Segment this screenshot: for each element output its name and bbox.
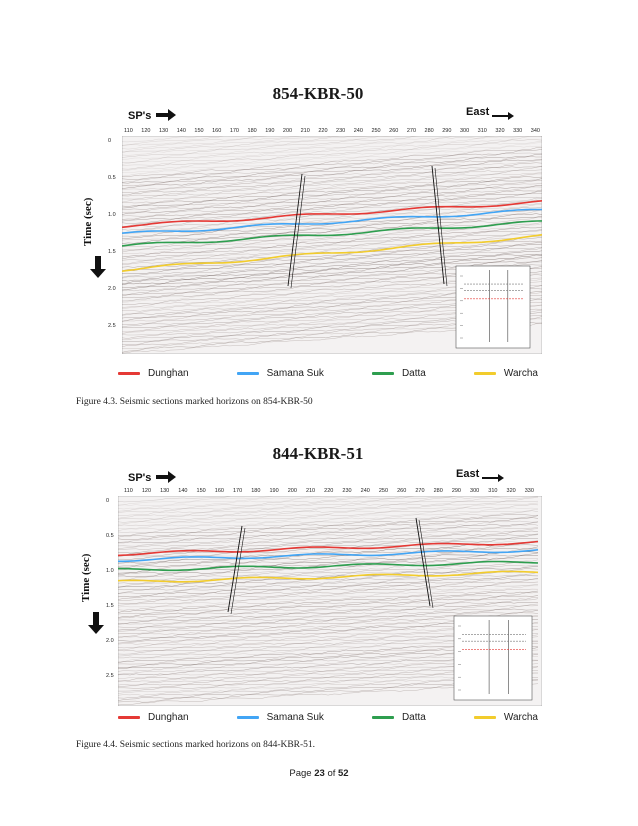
sp-tick-label: 320: [506, 488, 516, 494]
time-tick-label: 2.5: [108, 323, 116, 329]
sp-tick-label: 210: [300, 128, 310, 134]
time-tick-label: 2.0: [108, 286, 116, 292]
legend-label: Datta: [401, 368, 426, 379]
sp-tick-label: 130: [159, 128, 169, 134]
sp-tick-label: 220: [318, 128, 328, 134]
legend-swatch: [372, 372, 394, 375]
time-tick-label: 1.0: [108, 212, 116, 218]
time-axis-label: Time (sec): [80, 553, 92, 602]
seismic-section: [122, 136, 542, 354]
legend-swatch: [237, 716, 259, 719]
time-tick-label: 1.5: [108, 249, 116, 255]
sp-tick-label: 270: [415, 488, 425, 494]
time-tick-label: 0.5: [108, 175, 116, 181]
legend-item-warcha: [474, 368, 538, 379]
sp-tick-label: 240: [353, 128, 363, 134]
arrow-down-icon: [93, 612, 99, 626]
figure-title: 854-KBR-50: [272, 84, 364, 103]
sp-tick-label: 230: [342, 488, 352, 494]
sp-axis: [124, 488, 534, 494]
well-tie-inset: [456, 266, 530, 348]
time-axis-label: Time (sec): [82, 197, 94, 246]
sp-tick-label: 190: [269, 488, 279, 494]
figure-caption: Figure 4.4. Seismic sections marked horizons on 844-KBR-51.: [76, 740, 316, 750]
legend-label: Dunghan: [148, 712, 189, 723]
sp-tick-label: 230: [336, 128, 346, 134]
horizon-legend: [118, 712, 538, 723]
time-tick-label: 2.5: [106, 673, 114, 679]
legend-label: Warcha: [503, 712, 538, 723]
total-pages: 52: [338, 768, 349, 779]
figure-title: 844-KBR-51: [272, 444, 364, 463]
legend-item-datta: [372, 712, 426, 723]
time-axis: [106, 498, 118, 703]
sp-tick-label: 180: [247, 128, 257, 134]
sp-tick-label: 160: [214, 488, 224, 494]
time-tick-label: 1.0: [106, 568, 114, 574]
sp-tick-label: 320: [495, 128, 505, 134]
arrow-down-icon: [95, 256, 101, 270]
sp-tick-label: 210: [305, 488, 316, 494]
time-tick-label: 0: [108, 138, 112, 144]
legend-item-dunghan: [118, 712, 189, 723]
sp-tick-label: 180: [251, 488, 261, 494]
footer-prefix: Page: [289, 768, 315, 779]
sp-tick-label: 110: [124, 128, 133, 134]
figure-854-kbr-50: [82, 78, 548, 386]
arrow-right-icon: [156, 109, 176, 121]
sp-tick-label: 310: [488, 488, 498, 494]
legend-swatch: [118, 716, 140, 719]
sp-tick-label: 170: [233, 488, 243, 494]
east-arrow-icon: [482, 477, 502, 479]
sp-tick-label: 140: [178, 488, 188, 494]
sp-tick-label: 280: [433, 488, 443, 494]
arrow-right-icon: [156, 471, 176, 483]
legend-swatch: [474, 372, 496, 375]
well-tie-inset: [454, 616, 532, 700]
sp-tick-label: 200: [282, 128, 293, 134]
time-tick-label: 2.0: [106, 638, 114, 644]
legend-item-dunghan: [118, 368, 189, 379]
time-tick-label: 1.5: [106, 603, 114, 609]
sp-tick-label: 270: [406, 128, 417, 134]
east-label: East: [466, 106, 490, 118]
legend-label: Samana Suk: [266, 712, 324, 723]
sp-tick-label: 300: [459, 128, 470, 134]
footer-middle: of: [324, 768, 339, 779]
sp-tick-label: 290: [442, 128, 452, 134]
sp-tick-label: 250: [371, 128, 381, 134]
figure-844-kbr-51: [80, 440, 548, 730]
sp-tick-label: 240: [360, 488, 370, 494]
legend-label: Dunghan: [148, 368, 189, 379]
sp-tick-label: 170: [229, 128, 239, 134]
legend-label: Warcha: [503, 368, 538, 379]
sp-label: SP's: [128, 472, 152, 484]
time-tick-label: 0: [106, 498, 110, 504]
sp-tick-label: 190: [265, 128, 275, 134]
sp-axis: [124, 128, 540, 134]
sp-tick-label: 120: [141, 128, 151, 134]
sp-tick-label: 330: [513, 128, 523, 134]
sp-tick-label: 150: [194, 128, 204, 134]
sp-tick-label: 110: [124, 488, 133, 494]
sp-tick-label: 290: [451, 488, 461, 494]
sp-tick-label: 310: [477, 128, 487, 134]
seismic-section: [118, 496, 542, 706]
page-footer: [0, 768, 638, 779]
time-tick-label: 0.5: [106, 533, 114, 539]
sp-tick-label: 160: [212, 128, 222, 134]
legend-item-datta: [372, 368, 426, 379]
sp-label: SP's: [128, 110, 152, 122]
figure-caption: Figure 4.3. Seismic sections marked horizons on 854-KBR-50: [76, 397, 313, 407]
legend-item-samana-suk: [237, 712, 324, 723]
sp-tick-label: 260: [389, 128, 399, 134]
current-page: 23: [314, 768, 325, 779]
legend-swatch: [474, 716, 496, 719]
legend-item-samana-suk: [237, 368, 324, 379]
horizon-legend: [118, 368, 538, 379]
legend-swatch: [372, 716, 394, 719]
legend-label: Datta: [401, 712, 426, 723]
sp-tick-label: 280: [424, 128, 434, 134]
sp-tick-label: 340: [530, 128, 540, 134]
sp-tick-label: 260: [397, 488, 407, 494]
time-axis: [108, 138, 120, 353]
sp-tick-label: 200: [287, 488, 297, 494]
east-arrow-icon: [492, 115, 512, 117]
sp-tick-label: 150: [196, 488, 206, 494]
sp-tick-label: 130: [160, 488, 170, 494]
sp-tick-label: 140: [176, 128, 186, 134]
sp-tick-label: 220: [324, 488, 334, 494]
legend-swatch: [118, 372, 140, 375]
sp-tick-label: 300: [470, 488, 480, 494]
legend-label: Samana Suk: [266, 368, 324, 379]
legend-swatch: [237, 372, 259, 375]
sp-tick-label: 120: [141, 488, 152, 494]
sp-tick-label: 250: [378, 488, 389, 494]
east-label: East: [456, 468, 480, 480]
legend-item-warcha: [474, 712, 538, 723]
sp-tick-label: 330: [524, 488, 534, 494]
